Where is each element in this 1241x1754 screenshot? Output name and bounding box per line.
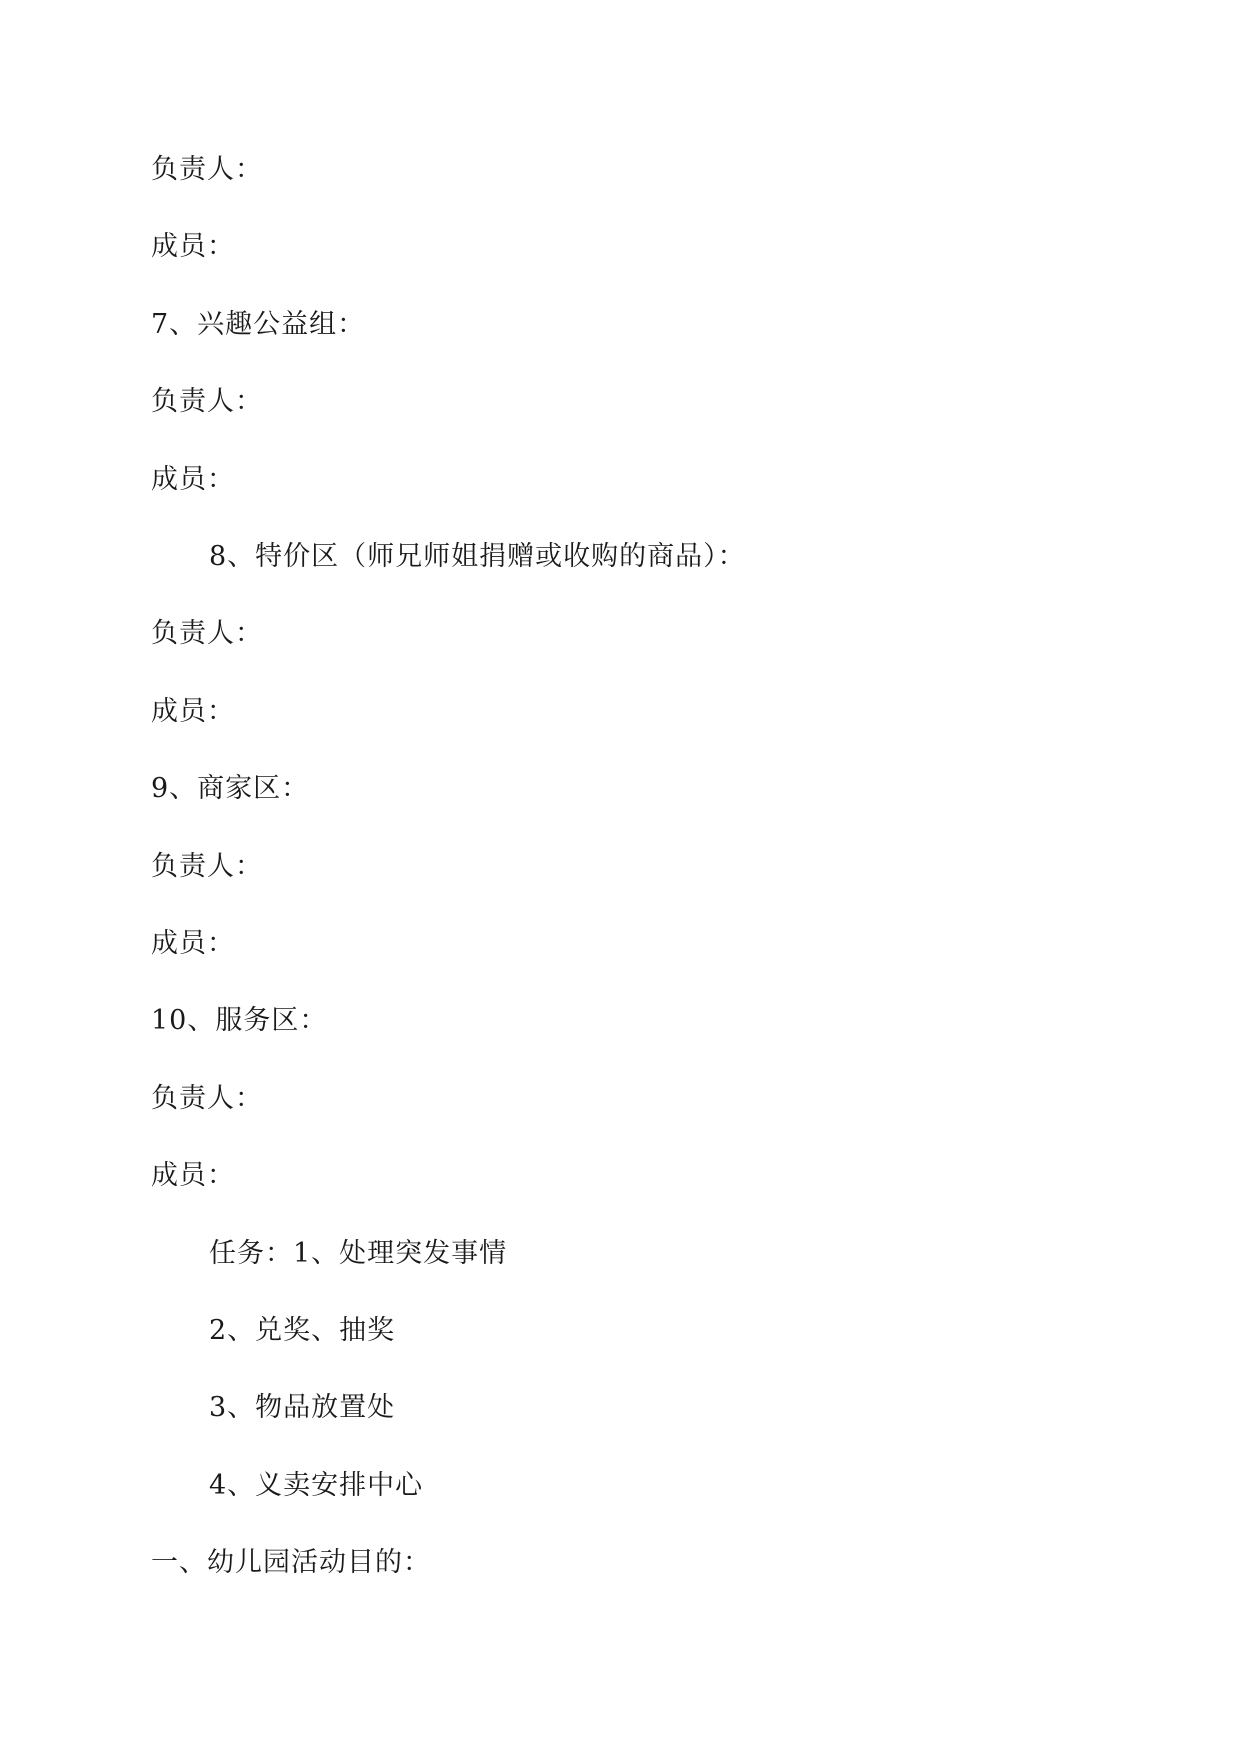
line-special-price-area: 8、特价区（师兄师姐捐赠或收购的商品）： — [209, 541, 746, 572]
line-task-2: 2、兑奖、抽奖 — [209, 1315, 396, 1346]
line-section-heading: 一、幼儿园活动目的： — [151, 1547, 431, 1578]
line-members-3: 成员： — [151, 696, 235, 727]
line-members-2: 成员： — [151, 464, 235, 495]
line-task-3: 3、物品放置处 — [209, 1392, 396, 1423]
line-members-4: 成员： — [151, 928, 235, 959]
line-person-in-charge-2: 负责人： — [151, 386, 263, 417]
line-person-in-charge-1: 负责人： — [151, 154, 263, 185]
line-members-5: 成员： — [151, 1160, 235, 1191]
line-person-in-charge-3: 负责人： — [151, 618, 263, 649]
line-task-1: 任务：1、处理突发事情 — [209, 1238, 508, 1269]
line-interest-charity-group: 7、兴趣公益组： — [151, 309, 366, 340]
line-service-area: 10、服务区： — [151, 1005, 328, 1036]
line-person-in-charge-5: 负责人： — [151, 1083, 263, 1114]
line-task-4: 4、义卖安排中心 — [209, 1470, 424, 1501]
line-merchant-area: 9、商家区： — [151, 773, 310, 804]
line-person-in-charge-4: 负责人： — [151, 851, 263, 882]
line-members-1: 成员： — [151, 231, 235, 262]
